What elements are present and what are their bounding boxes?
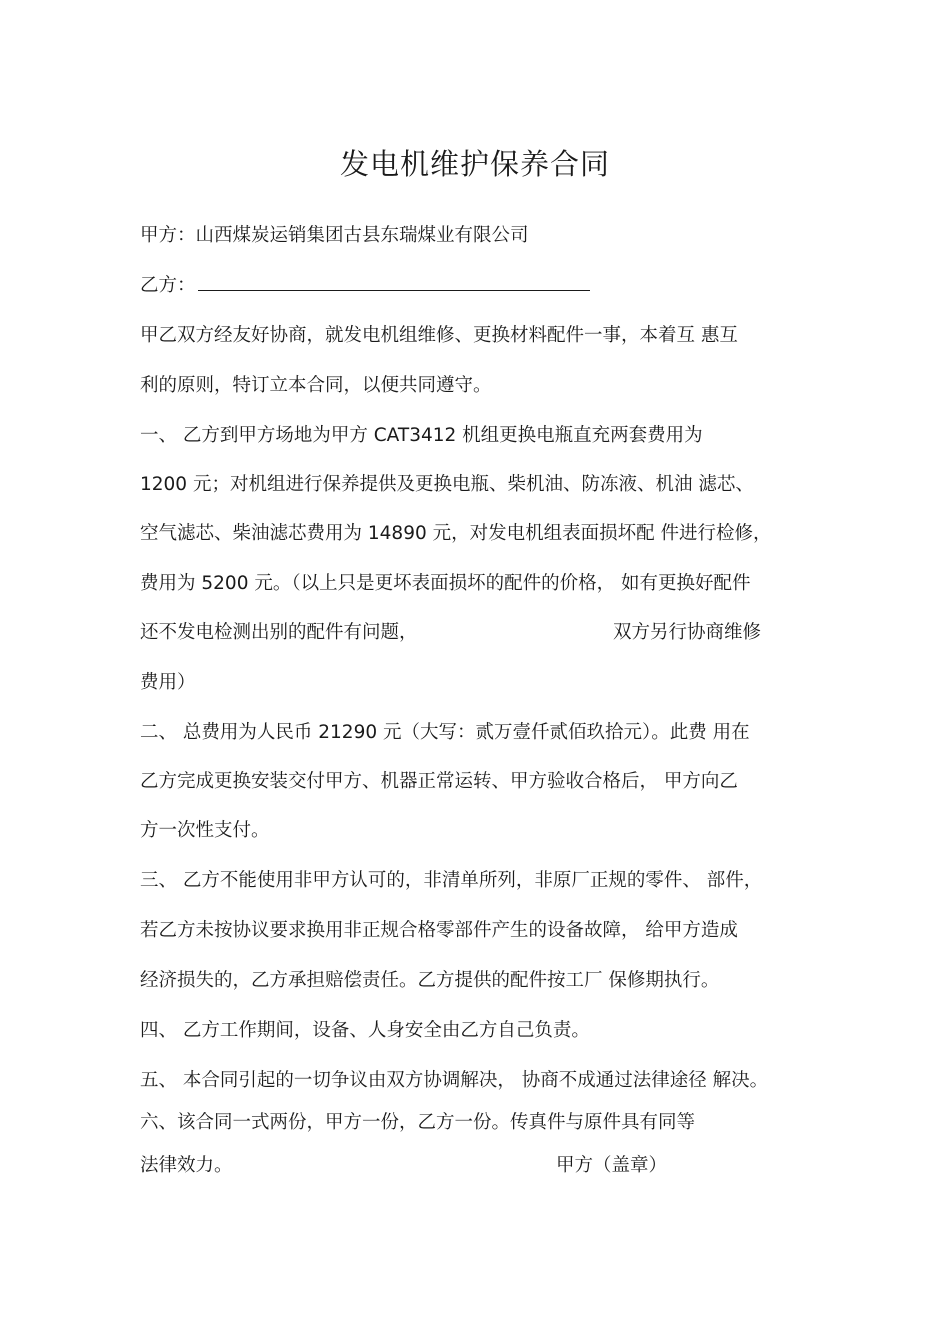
paragraph-line: 空气滤芯、柴油滤芯费用为 14890 元，对发电机组表面损坏配 件进行检修， [140, 523, 772, 544]
paragraph-line: 一、 乙方到甲方场地为甲方 CAT3412 机组更换电瓶直充两套费用为 [140, 425, 703, 446]
paragraph-line: 甲乙双方经友好协商，就发电机组维修、更换材料配件一事，本着互 惠互 [140, 325, 738, 346]
party-a-label: 甲方： [140, 225, 196, 246]
paragraph-line: 二、 总费用为人民币 21290 元（大写：贰万壹仟贰佰玖拾元）。此费 用在 [140, 722, 750, 743]
paragraph-line: 若乙方未按协议要求换用非正规合格零部件产生的设备故障， 给甲方造成 [140, 920, 738, 941]
party-a-line [140, 223, 529, 249]
paragraph-line: 利的原则，特订立本合同，以便共同遵守。 [140, 375, 492, 396]
signature-party-a: 甲方（盖章） [556, 1155, 668, 1176]
paragraph-line: 费用） [140, 672, 196, 693]
paragraph-line: 乙方完成更换安装交付甲方、机器正常运转、甲方验收合格后， 甲方向乙 [140, 771, 738, 792]
paragraph-line: 六、该合同一式两份，甲方一份，乙方一份。传真件与原件具有同等 [140, 1112, 696, 1133]
party-b-blank [198, 274, 590, 291]
last-line-left: 法律效力。 [140, 1155, 233, 1176]
paragraph-line: 五、 本合同引起的一切争议由双方协调解决， 协商不成通过法律途径 解决。 [140, 1070, 769, 1091]
paragraph-line: 方一次性支付。 [140, 820, 270, 841]
paragraph-line: 费用为 5200 元。（以上只是更坏表面损坏的配件的价格， 如有更换好配件 [140, 573, 751, 594]
paragraph-line: 三、 乙方不能使用非甲方认可的，非清单所列，非原厂正规的零件、 部件， [140, 870, 763, 891]
paragraph-line: 双方另行协商维修 [613, 622, 762, 643]
party-b-line [140, 273, 590, 299]
paragraph-line: 经济损失的，乙方承担赔偿责任。乙方提供的配件按工厂 保修期执行。 [140, 970, 720, 991]
paragraph-line: 1200 元；对机组进行保养提供及更换电瓶、柴机油、防冻液、机油 滤芯、 [140, 474, 754, 495]
paragraph-line: 四、 乙方工作期间，设备、人身安全由乙方自己负责。 [140, 1020, 590, 1041]
party-b-label: 乙方： [140, 275, 196, 296]
paragraph-line: 还不发电检测出别的配件有问题， [140, 622, 418, 643]
page-title: 发电机维护保养合同 [339, 147, 610, 181]
party-a-name: 山西煤炭运销集团古县东瑞煤业有限公司 [195, 225, 529, 246]
